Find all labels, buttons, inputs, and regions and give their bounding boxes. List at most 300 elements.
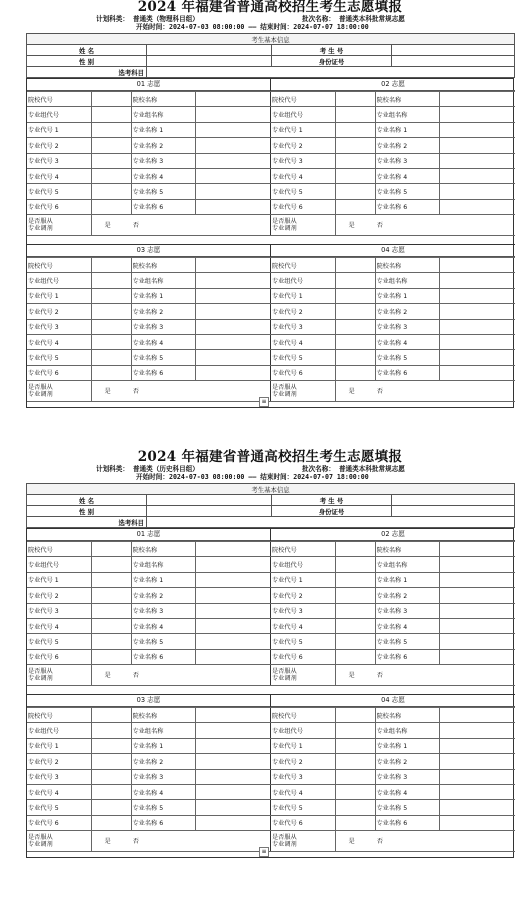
code-input[interactable] <box>91 92 131 107</box>
form-physics <box>26 0 514 408</box>
choice-row <box>271 603 515 618</box>
choice-row <box>27 557 271 572</box>
name-label: 专业名称 2 <box>131 304 195 319</box>
adjust-label-line-1: 是否服从 <box>28 384 53 392</box>
code-input[interactable] <box>335 618 375 633</box>
name-field[interactable] <box>147 45 272 56</box>
code-input[interactable] <box>91 184 131 199</box>
name-input[interactable] <box>195 769 271 784</box>
name-input[interactable] <box>439 273 515 288</box>
name-input[interactable] <box>439 634 515 649</box>
code-input[interactable] <box>91 334 131 349</box>
name-input[interactable] <box>195 258 271 273</box>
code-input[interactable] <box>335 800 375 815</box>
name-label: 专业名称 5 <box>131 350 195 365</box>
subjects-field[interactable] <box>147 517 515 528</box>
name-label: 专业名称 6 <box>375 649 439 664</box>
choice-block-title: 02 志愿 <box>271 529 515 541</box>
adjust-no-option[interactable]: 否 <box>132 671 139 679</box>
code-input[interactable] <box>91 168 131 183</box>
name-input[interactable] <box>439 184 515 199</box>
name-label: 姓 名 <box>27 45 147 56</box>
code-input[interactable] <box>335 708 375 723</box>
code-input[interactable] <box>91 258 131 273</box>
name-input[interactable] <box>195 800 271 815</box>
name-input[interactable] <box>195 572 271 587</box>
name-label: 专业名称 5 <box>375 634 439 649</box>
name-input[interactable] <box>439 784 515 799</box>
code-input[interactable] <box>91 784 131 799</box>
code-label: 专业代号 4 <box>27 784 91 799</box>
name-input[interactable] <box>439 649 515 664</box>
name-input[interactable] <box>195 557 271 572</box>
name-input[interactable] <box>195 723 271 738</box>
adjust-label-line-2: 专业调剂 <box>28 675 53 683</box>
choice-row <box>27 708 271 723</box>
name-label: 专业名称 1 <box>131 288 195 303</box>
choice-row <box>27 350 271 365</box>
choice-row <box>271 784 515 799</box>
name-input[interactable] <box>195 288 271 303</box>
name-input[interactable] <box>439 138 515 153</box>
name-input[interactable] <box>195 319 271 334</box>
name-label: 院校名称 <box>375 708 439 723</box>
subjects-field[interactable] <box>147 67 515 78</box>
code-input[interactable] <box>335 258 375 273</box>
code-label: 专业代号 6 <box>27 649 91 664</box>
choice-row <box>27 784 271 799</box>
name-input[interactable] <box>195 708 271 723</box>
choice-row <box>27 365 271 380</box>
subjects-label: 选考科目 <box>27 67 147 78</box>
adjust-row <box>27 381 271 402</box>
code-label: 专业代号 1 <box>27 738 91 753</box>
choice-row <box>271 122 515 137</box>
exam-no-field[interactable] <box>392 45 515 56</box>
gender-field[interactable] <box>147 506 272 517</box>
code-input[interactable] <box>91 588 131 603</box>
code-input[interactable] <box>335 350 375 365</box>
name-input[interactable] <box>439 107 515 122</box>
code-label: 院校代号 <box>271 542 335 557</box>
code-input[interactable] <box>91 304 131 319</box>
name-label: 专业名称 3 <box>131 153 195 168</box>
code-label: 专业代号 2 <box>271 138 335 153</box>
code-label: 院校代号 <box>271 258 335 273</box>
adjust-yes-option[interactable]: 是 <box>104 387 111 395</box>
name-input[interactable] <box>439 199 515 214</box>
code-input[interactable] <box>335 273 375 288</box>
adjust-yes-option[interactable]: 是 <box>348 221 355 229</box>
code-input[interactable] <box>91 542 131 557</box>
name-label: 专业名称 4 <box>375 168 439 183</box>
adjust-yes-option[interactable]: 是 <box>348 387 355 395</box>
name-label: 专业名称 6 <box>131 649 195 664</box>
adjust-label-line-2: 专业调剂 <box>272 225 297 233</box>
choice-row <box>27 649 271 664</box>
code-input[interactable] <box>335 542 375 557</box>
name-input[interactable] <box>195 603 271 618</box>
name-label: 专业名称 4 <box>131 618 195 633</box>
code-label: 专业组代号 <box>27 107 91 122</box>
name-input[interactable] <box>195 334 271 349</box>
code-input[interactable] <box>335 107 375 122</box>
code-label: 专业代号 4 <box>271 334 335 349</box>
code-input[interactable] <box>91 288 131 303</box>
code-input[interactable] <box>335 588 375 603</box>
choice-row <box>27 542 271 557</box>
choice-row <box>271 800 515 815</box>
code-label: 院校代号 <box>27 542 91 557</box>
adjust-label-line-1: 是否服从 <box>272 384 297 392</box>
adjust-row <box>271 215 515 236</box>
code-label: 专业组代号 <box>271 107 335 122</box>
choice-row <box>271 738 515 753</box>
name-input[interactable] <box>195 273 271 288</box>
name-input[interactable] <box>195 754 271 769</box>
adjust-no-option[interactable]: 否 <box>132 837 139 845</box>
name-label: 专业名称 1 <box>131 122 195 137</box>
code-label: 专业代号 1 <box>27 572 91 587</box>
name-label: 专业名称 6 <box>131 815 195 830</box>
name-input[interactable] <box>195 107 271 122</box>
code-input[interactable] <box>91 557 131 572</box>
code-label: 专业代号 2 <box>271 588 335 603</box>
adjust-label-line-2: 专业调剂 <box>28 841 53 849</box>
code-input[interactable] <box>335 184 375 199</box>
name-label: 专业名称 4 <box>375 784 439 799</box>
form-history <box>26 450 514 858</box>
name-label: 专业组名称 <box>131 107 195 122</box>
name-input[interactable] <box>195 304 271 319</box>
name-input[interactable] <box>195 365 271 380</box>
name-input[interactable] <box>195 199 271 214</box>
name-label: 院校名称 <box>131 542 195 557</box>
name-input[interactable] <box>439 603 515 618</box>
code-input[interactable] <box>91 199 131 214</box>
gender-field[interactable] <box>147 56 272 67</box>
choice-block-title: 01 志愿 <box>27 79 270 91</box>
adjust-row <box>27 665 271 686</box>
code-input[interactable] <box>335 168 375 183</box>
name-input[interactable] <box>195 649 271 664</box>
choice-row <box>271 588 515 603</box>
name-input[interactable] <box>439 618 515 633</box>
name-label: 专业名称 5 <box>375 184 439 199</box>
code-input[interactable] <box>91 754 131 769</box>
choice-block-title: 01 志愿 <box>27 529 270 541</box>
name-input[interactable] <box>439 258 515 273</box>
name-input[interactable] <box>195 184 271 199</box>
code-label: 专业代号 6 <box>271 199 335 214</box>
choice-row <box>27 122 271 137</box>
adjust-yes-option[interactable]: 是 <box>348 671 355 679</box>
choice-block-title: 03 志愿 <box>27 695 270 707</box>
name-input[interactable] <box>439 350 515 365</box>
name-label: 专业名称 4 <box>131 168 195 183</box>
adjust-label-line-2: 专业调剂 <box>272 675 297 683</box>
code-input[interactable] <box>335 769 375 784</box>
name-label: 专业名称 3 <box>375 319 439 334</box>
choice-row <box>271 754 515 769</box>
code-input[interactable] <box>335 319 375 334</box>
name-label: 专业名称 5 <box>131 800 195 815</box>
name-input[interactable] <box>439 815 515 830</box>
adjust-yes-option[interactable]: 是 <box>104 221 111 229</box>
code-input[interactable] <box>91 365 131 380</box>
adjust-row <box>271 381 515 402</box>
name-input[interactable] <box>195 350 271 365</box>
name-input[interactable] <box>439 754 515 769</box>
code-input[interactable] <box>335 138 375 153</box>
name-input[interactable] <box>195 815 271 830</box>
choice-row <box>27 754 271 769</box>
choice-table <box>27 541 271 686</box>
code-input[interactable] <box>335 754 375 769</box>
name-label: 专业名称 3 <box>375 153 439 168</box>
name-label: 专业组名称 <box>131 723 195 738</box>
name-label: 专业名称 6 <box>375 199 439 214</box>
name-label: 专业名称 2 <box>131 754 195 769</box>
code-input[interactable] <box>91 738 131 753</box>
exam-no-label: 考 生 号 <box>272 495 392 506</box>
code-input[interactable] <box>91 350 131 365</box>
choice-row <box>27 723 271 738</box>
code-input[interactable] <box>335 557 375 572</box>
name-input[interactable] <box>439 304 515 319</box>
exam-no-label: 考 生 号 <box>272 45 392 56</box>
adjust-no-option[interactable]: 否 <box>132 387 139 395</box>
code-label: 专业代号 3 <box>271 319 335 334</box>
code-input[interactable] <box>335 288 375 303</box>
name-input[interactable] <box>195 784 271 799</box>
code-input[interactable] <box>91 769 131 784</box>
adjust-label-line-2: 专业调剂 <box>272 841 297 849</box>
name-label: 院校名称 <box>131 92 195 107</box>
code-input[interactable] <box>91 603 131 618</box>
code-label: 专业代号 3 <box>27 319 91 334</box>
name-label: 院校名称 <box>375 258 439 273</box>
choice-row <box>271 273 515 288</box>
name-input[interactable] <box>195 618 271 633</box>
code-input[interactable] <box>335 603 375 618</box>
menu-icon[interactable]: ≡ <box>259 397 269 407</box>
code-input[interactable] <box>335 738 375 753</box>
code-input[interactable] <box>91 649 131 664</box>
name-field[interactable] <box>147 495 272 506</box>
code-input[interactable] <box>335 572 375 587</box>
name-input[interactable] <box>439 542 515 557</box>
code-label: 专业代号 6 <box>27 365 91 380</box>
adjust-no-option[interactable]: 否 <box>376 387 383 395</box>
meta-line-2 <box>26 23 514 31</box>
choice-row <box>27 168 271 183</box>
adjust-yes-option[interactable]: 是 <box>104 837 111 845</box>
info-header: 考生基本信息 <box>27 484 515 495</box>
adjust-options <box>91 831 271 852</box>
code-input[interactable] <box>91 800 131 815</box>
name-label: 院校名称 <box>375 542 439 557</box>
code-label: 专业代号 5 <box>27 350 91 365</box>
code-input[interactable] <box>335 153 375 168</box>
name-input[interactable] <box>195 168 271 183</box>
name-label: 专业名称 1 <box>131 572 195 587</box>
code-input[interactable] <box>335 784 375 799</box>
adjust-label-line-2: 专业调剂 <box>272 391 297 399</box>
name-label: 专业名称 3 <box>131 603 195 618</box>
choice-row <box>271 258 515 273</box>
name-input[interactable] <box>439 365 515 380</box>
code-input[interactable] <box>91 723 131 738</box>
code-input[interactable] <box>91 618 131 633</box>
choice-row <box>27 304 271 319</box>
name-label: 专业组名称 <box>131 273 195 288</box>
choice-table <box>271 707 515 852</box>
code-label: 专业代号 3 <box>271 769 335 784</box>
code-input[interactable] <box>91 122 131 137</box>
code-input[interactable] <box>335 334 375 349</box>
adjust-label-line-1: 是否服从 <box>272 668 297 676</box>
adjust-options <box>91 381 271 402</box>
code-label: 专业代号 2 <box>271 304 335 319</box>
adjust-label <box>27 831 91 852</box>
code-input[interactable] <box>335 199 375 214</box>
adjust-no-option[interactable]: 否 <box>376 671 383 679</box>
choice-table <box>271 91 515 236</box>
code-label: 专业代号 4 <box>271 168 335 183</box>
code-input[interactable] <box>335 634 375 649</box>
code-input[interactable] <box>91 708 131 723</box>
code-label: 专业代号 6 <box>271 365 335 380</box>
code-input[interactable] <box>335 365 375 380</box>
name-input[interactable] <box>195 122 271 137</box>
adjust-yes-option[interactable]: 是 <box>348 837 355 845</box>
code-label: 院校代号 <box>271 708 335 723</box>
choice-row <box>271 365 515 380</box>
choice-block <box>271 529 515 686</box>
id-no-field[interactable] <box>392 56 515 67</box>
id-no-field[interactable] <box>392 506 515 517</box>
code-input[interactable] <box>91 273 131 288</box>
code-label: 专业代号 4 <box>27 618 91 633</box>
code-label: 专业组代号 <box>271 273 335 288</box>
name-input[interactable] <box>439 572 515 587</box>
name-input[interactable] <box>439 319 515 334</box>
choice-block <box>27 529 271 686</box>
name-input[interactable] <box>195 138 271 153</box>
adjust-label <box>27 215 91 236</box>
code-input[interactable] <box>91 319 131 334</box>
code-input[interactable] <box>91 138 131 153</box>
code-label: 专业代号 6 <box>27 815 91 830</box>
name-label: 专业名称 2 <box>375 138 439 153</box>
adjust-row <box>27 215 271 236</box>
choice-grid <box>26 78 514 408</box>
choice-block-title: 04 志愿 <box>271 245 515 257</box>
code-label: 专业代号 5 <box>27 184 91 199</box>
name-input[interactable] <box>439 723 515 738</box>
code-label: 专业组代号 <box>27 273 91 288</box>
name-input[interactable] <box>439 557 515 572</box>
adjust-no-option[interactable]: 否 <box>376 221 383 229</box>
code-label: 专业代号 5 <box>271 184 335 199</box>
name-input[interactable] <box>195 153 271 168</box>
name-input[interactable] <box>439 738 515 753</box>
adjust-yes-option[interactable]: 是 <box>104 671 111 679</box>
choice-row <box>271 723 515 738</box>
name-input[interactable] <box>195 738 271 753</box>
menu-icon[interactable]: ≡ <box>259 847 269 857</box>
code-label: 院校代号 <box>271 92 335 107</box>
code-input[interactable] <box>335 815 375 830</box>
adjust-label <box>271 831 335 852</box>
exam-no-field[interactable] <box>392 495 515 506</box>
code-input[interactable] <box>335 122 375 137</box>
choice-grid <box>26 528 514 858</box>
adjust-no-option[interactable]: 否 <box>132 221 139 229</box>
code-input[interactable] <box>91 572 131 587</box>
name-input[interactable] <box>439 708 515 723</box>
adjust-row <box>271 831 515 852</box>
code-label: 专业代号 5 <box>271 350 335 365</box>
code-label: 专业代号 4 <box>271 618 335 633</box>
name-input[interactable] <box>195 92 271 107</box>
code-label: 专业代号 2 <box>27 754 91 769</box>
name-label: 专业名称 1 <box>375 738 439 753</box>
code-input[interactable] <box>335 723 375 738</box>
adjust-label <box>271 381 335 402</box>
name-input[interactable] <box>439 168 515 183</box>
code-label: 专业代号 5 <box>271 634 335 649</box>
code-input[interactable] <box>91 815 131 830</box>
name-input[interactable] <box>439 92 515 107</box>
name-input[interactable] <box>439 800 515 815</box>
choice-row <box>27 138 271 153</box>
name-label: 专业名称 2 <box>375 588 439 603</box>
choice-row <box>27 153 271 168</box>
choice-table <box>27 707 271 852</box>
adjust-row <box>27 831 271 852</box>
student-info-table <box>26 33 515 78</box>
name-input[interactable] <box>195 542 271 557</box>
choice-row <box>271 288 515 303</box>
code-input[interactable] <box>335 92 375 107</box>
code-label: 专业代号 3 <box>271 603 335 618</box>
name-input[interactable] <box>439 769 515 784</box>
code-input[interactable] <box>91 107 131 122</box>
name-input[interactable] <box>195 588 271 603</box>
name-label: 专业名称 2 <box>131 138 195 153</box>
code-label: 专业代号 3 <box>271 153 335 168</box>
choice-row <box>271 92 515 107</box>
name-input[interactable] <box>439 153 515 168</box>
name-input[interactable] <box>439 122 515 137</box>
code-input[interactable] <box>335 304 375 319</box>
code-label: 专业代号 1 <box>271 572 335 587</box>
choice-row <box>27 769 271 784</box>
name-label: 专业名称 6 <box>131 365 195 380</box>
code-input[interactable] <box>91 634 131 649</box>
name-input[interactable] <box>439 334 515 349</box>
name-input[interactable] <box>195 634 271 649</box>
name-label: 专业组名称 <box>375 557 439 572</box>
code-input[interactable] <box>335 649 375 664</box>
code-label: 专业组代号 <box>27 557 91 572</box>
name-input[interactable] <box>439 588 515 603</box>
adjust-no-option[interactable]: 否 <box>376 837 383 845</box>
code-input[interactable] <box>91 153 131 168</box>
name-input[interactable] <box>439 288 515 303</box>
